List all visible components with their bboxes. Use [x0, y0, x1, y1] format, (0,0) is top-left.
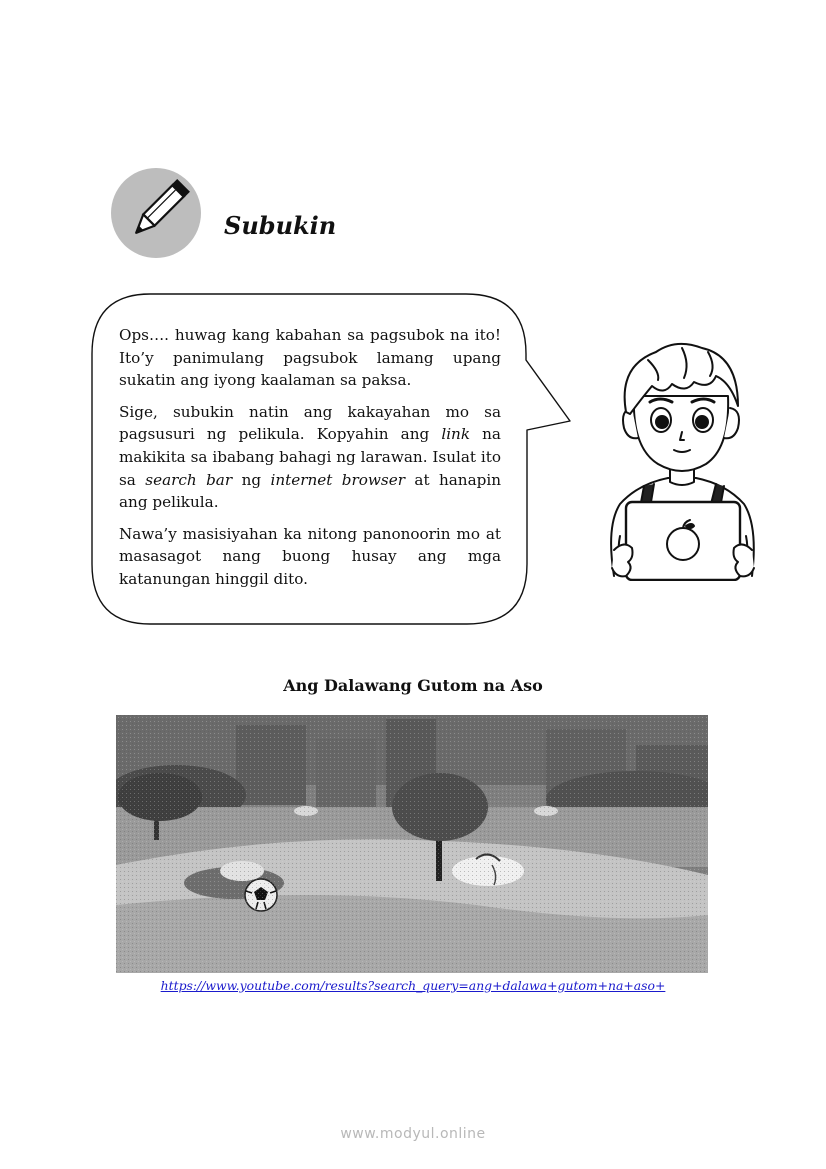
watermark: www.modyul.online [340, 1126, 486, 1142]
section-title: Subukin [224, 211, 337, 240]
bubble-paragraph [119, 401, 501, 514]
bubble-paragraph [119, 523, 501, 591]
italic-term: link [441, 425, 471, 444]
text-run: Nawa’y masisiyahan ka nitong panonoorin mo at masasagot nang buong husay ang mga katanungan hinggil dito. [119, 524, 501, 588]
text-run: na makikita sa ibabang bahagi ng larawan. Isulat ito sa [119, 425, 501, 489]
bubble-text [119, 324, 501, 600]
text-run: at hanapin ang pelikula. [119, 470, 502, 512]
text-run: Ops…. huwag kang kabahan sa pagsubok na ito! Ito’y panimulang pagsubok lamang upang sukatin ang iyong kaalaman sa paksa. [119, 326, 501, 390]
italic-term: internet browser [270, 470, 405, 489]
italic-term: search bar [145, 470, 233, 489]
park-scene-image [116, 715, 708, 973]
boy-with-tablet-illustration [598, 336, 768, 581]
video-link[interactable]: https://www.youtube.com/results?search_query=ang+dalawa+gutom+na+aso+ [160, 978, 666, 993]
text-run: Sige, subukin natin ang kakayahan mo sa pagsusuri ng pelikula. Kopyahin ang [119, 402, 501, 444]
pencil-icon [111, 168, 201, 258]
text-run: ng [232, 470, 271, 489]
bubble-paragraph [119, 324, 501, 392]
section-icon [111, 168, 201, 258]
video-thumbnail[interactable] [116, 715, 708, 973]
video-title: Ang Dalawang Gutom na Aso [283, 676, 543, 695]
